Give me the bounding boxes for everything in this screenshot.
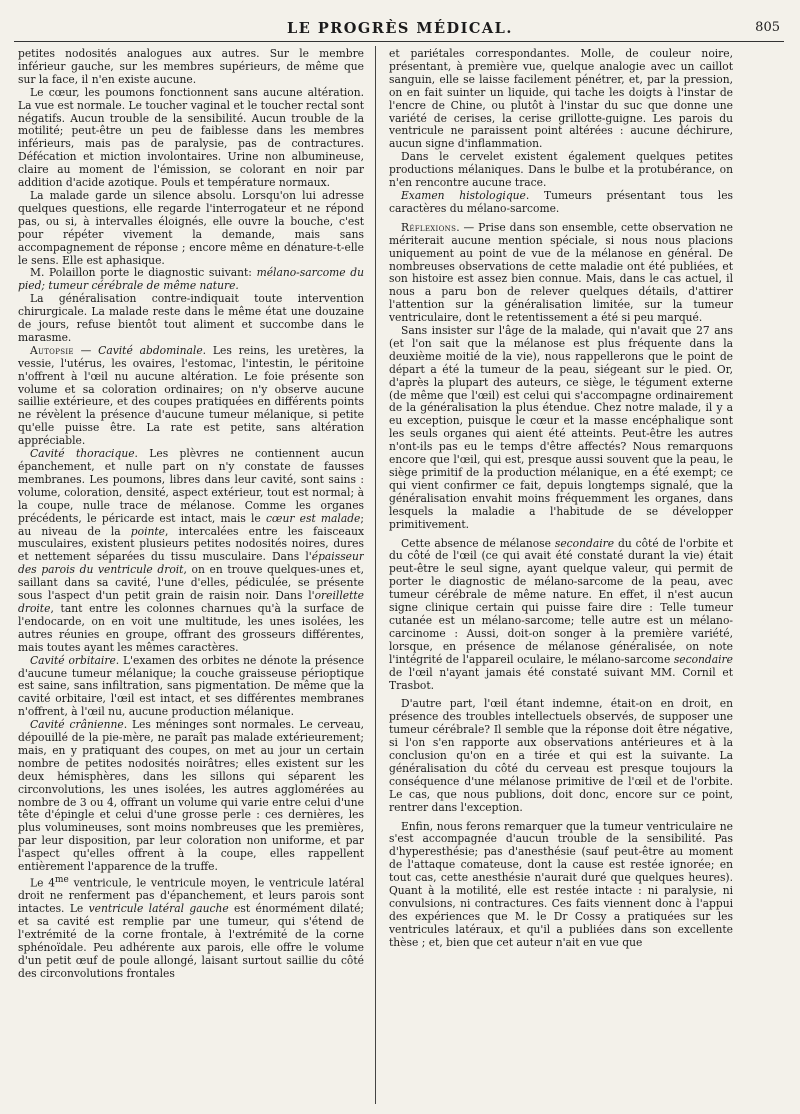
text-run: . Les méninges sont normales. Le cerveau, dépouillé de la pie-mère, ne paraît pas malade extérieurement; mais, en y pratiquant des coupes, on met au jour un certain nombre de petites nodosités noirâtres; elles existent sur les deux hémisphères, dans les sillons qui séparent les circonvolutions, les unes isolées, les autres agglomérées au nombre de 3 ou 4, offrant un volume qui varie entre celui d'une tête d'épingle et celui d'une grosse perle : ces dernières, les plus volumineuses, sont moins nombreuses que les premières, par leur disposition, par leur coloration non uniforme, et par l'aspect qu'elles offrent à la coupe, elles rappellent entièrement l'apparence de la truffe.: [18, 718, 364, 874]
text-run: ventricule, le ventricule moyen, le ventricule latéral droit ne renferment pas d'épanchement, et leurs parois sont intactes. Le: [18, 876, 364, 916]
text-run: . L'examen des orbites ne dénote la présence d'aucune tumeur mélanique; la couche graisseuse périoptique est saine, sans infiltration, sans pigmentation. De même que la cavité orbitaire, l'œil est intact, et ses différentes membranes n'offrent, à l'œil nu, aucune production mélanique.: [18, 653, 364, 719]
autopsy-label: Autopsie: [30, 343, 74, 357]
text-run: Cette absence de mélanose: [401, 536, 555, 550]
running-head: [14, 10, 786, 38]
text-run: Le 4: [30, 876, 56, 890]
paragraph: [18, 874, 364, 981]
column-rule: [375, 46, 376, 1104]
text-run: , tant entre les colonnes charnues qu'à la surface de l'endocarde, on en voit une multitude, les unes isolées, les autres réunies en groupe, offrant des grosseurs différentes, mais toutes ayant les mêmes caractères.: [18, 601, 364, 654]
text-run: . Les reins, les uretères, la vessie, l'utérus, les ovaires, l'estomac, l'intestin, le péritoine n'offrent à l'œil nu aucune altération. Le foie présente son volume et sa coloration ordinaires; on n'y observe aucune saillie extérieure, et des coupes pratiquées en différents points ne révèlent la présence d'aucune tumeur mélanique, si petite qu'elle puisse être. La rate est petite, sans altération appréciable.: [18, 343, 364, 448]
text-run: , on en trouve quelques-unes et, saillant dans sa cavité, l'une d'elles, pédiculée, se présente sous l'aspect d'un petit grain de raisin noir. Dans l': [18, 563, 364, 603]
text-run: . Les plèvres ne contiennent aucun épanchement, et nulle part on n'y constate de fausses membranes. Les poumons, libres dans leur cavité, sont sains : volume, coloration, densité, aspect extérieur, tout est normal; à la coupe, nulle trace de mélanose. Comme les organes précédents, le péricarde est intact, mais le: [18, 447, 364, 525]
text-run: , intercalées entre les faisceaux musculaires, existent plusieurs petites nodosités noires, dures et nettement séparées du tissu musculaire. Dans l': [18, 524, 364, 564]
section-heading: Cavité orbitaire: [30, 653, 116, 667]
paragraph: Le cœur, les poumons fonctionnent sans aucune altération. La vue est normale. Le toucher vaginal et le toucher rectal sont négatifs. Aucun trouble de la sensibilité. Aucun trouble de la motilité; peut-être un peu de faiblesse dans les membres inférieurs, mais pas de paralysie, pas de contractures. Défécation et miction involontaires. Urine non albumineuse, claire au moment de l'émission, se colorant en noir par addition d'acide azotique. Pouls et température normaux.: [18, 85, 364, 190]
reflections-label: Réflexions: [401, 220, 457, 234]
paragraph: Sans insister sur l'âge de la malade, qui n'avait que 27 ans (et l'on sait que la mélanose est plus fréquente dans la deuxième moitié de la vie), nous rappellerons que le point de départ a été la tumeur de la peau, siégeant sur le pied. Or, d'après la plupart des auteurs, ce siège, le tégument externe (de même que l'œil) est celui qui s'accompagne ordinairement de la généralisation la plus étendue. Chez notre malade, il y a eu exception, puisque le cœur et la masse encéphalique sont les seuls organes qui aient été atteints. Peut-être les autres n'ont-ils pas eu le temps d'être affectés? Nous remarquons encore que l'œil, qui est, presque aussi souvent que la peau, le siège primitif de la production mélanique, en a été exempt; ce qui vient confirmer ce fait, depuis longtemps signalé, que la généralisation envahit moins fréquemment les organes, dans lesquels la maladie a l'habitude de se développer primitivement.: [389, 324, 733, 531]
paragraph: et pariétales correspondantes. Molle, de couleur noire, présentant, à première vue, quelque analogie avec un caillot sanguin, elle se laisse facilement pénétrer, et, par la pression, on en fait suinter un liquide, qui tache les doigts à l'instar de l'encre de Chine, ou plutôt à l'instar du suc que donne une variété de cerises, la cerise grillotte-guigne. Les parois du ventricule ne paraissent point altérées : aucune déchirure, aucun signe d'inflammation.: [389, 48, 733, 151]
text-run: de l'œil n'ayant jamais été constaté suivant MM. Cornil et Trasbot.: [389, 665, 733, 692]
paragraph: [18, 345, 364, 448]
paragraph: [18, 655, 364, 720]
italic-run: oreillette droite: [18, 589, 364, 615]
page-number: 805: [755, 20, 780, 35]
section-heading: Cavité abdominale: [98, 343, 203, 357]
paragraph: Dans le cervelet existent également quelques petites productions mélaniques. Dans le bulbe et la protubérance, on n'en rencontre aucune trace.: [389, 150, 733, 190]
italic-run: secondaire: [554, 536, 615, 550]
right-column: [389, 48, 733, 1102]
text-run: du côté de l'orbite et du côté de l'œil (ce qui avait été constaté durant la vie) était peut-être le seul signe, ayant quelque valeur, qui permit de porter le diagnostic de mélano-sarcome de la peau, avec tumeur cérébrale de même nature. En effet, il n'est aucun signe clinique certain qui puisse faire dire : Telle tumeur cutanée est un mélano-sarcome; telle autre est un mélano-carcinome : Aussi, doit-on songer à la première variété, lorsque, en présence de mélanose généralisée, on note l'intégrité de l'appareil oculaire, le mélano-sarcome: [389, 536, 733, 666]
text-run: . — Prise dans son ensemble, cette observation ne mériterait aucune mention spéciale, si nous nous placions uniquement au point de vue de la mélanose en général. De nombreuses observations de cette maladie ont été publiées, et son histoire est assez bien connue. Mais, dans le cas actuel, il nous a paru bon de relever quelques détails, d'attirer l'attention sur la généralisation limitée, sur la tumeur ventriculaire, dont le retentissement a été si peu marqué.: [389, 220, 733, 325]
italic-run: secondaire: [673, 652, 733, 666]
section-heading: Cavité thoracique: [30, 447, 135, 461]
paragraph: [18, 448, 364, 655]
italic-run: ventricule latéral gauche: [88, 902, 229, 916]
paragraph: [389, 222, 733, 325]
text-run: —: [73, 343, 99, 357]
section-heading: Cavité crânienne: [30, 718, 124, 732]
text-run: est énormément dilaté; et sa cavité est remplie par une tumeur, qui s'étend de l'extrémité de la corne frontale, à l'extrémité de la corne sphénoïdale. Peu adhérente aux parois, elle offre le volume d'un petit œuf de poule allongé, laisant surtout saillie du côté des circonvolutions frontales: [18, 902, 364, 980]
left-column: [18, 48, 364, 1102]
paragraph: [18, 719, 364, 874]
section-heading: Examen histologique: [401, 188, 526, 202]
paragraph: Enfin, nous ferons remarquer que la tumeur ventriculaire ne s'est accompagnée d'aucun trouble de la sensibilité. Pas d'hyperesthésie; pas d'anesthésie (sauf peut-être au moment de l'attaque comateuse, dont la cause est restée ignorée; en tout cas, cette anesthésie n'aurait duré que quelques heures). Quant à la motilité, elle est restée intacte : ni paralysie, ni convulsions, ni contractures. Ces faits viennent donc à l'appui des expériences que M. le Dr Cossy a pratiquées sur les ventricules latéraux, et qu'il a publiées dans son excellente thèse ; et, bien que cet auteur n'ait en vue que: [389, 819, 733, 949]
text-run: M. Polaillon porte le diagnostic suivant:: [30, 266, 257, 280]
journal-title: LE PROGRÈS MÉDICAL.: [287, 20, 513, 37]
text-run: . Tumeurs présentant tous les caractères du mélano-sarcome.: [389, 188, 733, 215]
header-rule: [14, 41, 784, 42]
paragraph: petites nodosités analogues aux autres. Sur le membre inférieur gauche, sur les membres supérieurs, de même que sur la face, il n'en existe aucune.: [18, 48, 364, 86]
paragraph: La généralisation contre-indiquait toute intervention chirurgicale. La malade reste dans le même état une douzaine de jours, refuse bientôt tout aliment et succombe dans le marasme.: [18, 292, 364, 344]
paragraph: [18, 267, 364, 293]
diagnosis-italic: mélano-sarcome du pied; tumeur cérébrale de même nature.: [18, 266, 364, 293]
paragraph: La malade garde un silence absolu. Lorsqu'on lui adresse quelques questions, elle regarde l'interrogateur et ne répond pas, ou si, à intervalles éloignés, elle ouvre la bouche, c'est pour répéter vivement la demande, mais sans accompagnement de réponse ; encore même en dénature-t-elle le sens. Elle est aphasique.: [18, 188, 364, 267]
paragraph: D'autre part, l'œil étant indemne, était-on en droit, en présence des troubles intellectuels observés, de supposer une tumeur cérébrale? Il semble que la réponse doit être négative, si l'on s'en rapporte aux observations antérieures et à la conclusion qu'on en a tirée et qui est la suivante. La généralisation du côté du cerveau est presque toujours la conséquence d'une mélanose primitive de l'œil et de l'orbite. Le cas, que nous publions, doit donc, encore sur ce point, rentrer dans l'exception.: [389, 697, 733, 814]
superscript: me: [55, 875, 69, 885]
paragraph: [389, 190, 733, 216]
paragraph: [389, 538, 733, 693]
italic-run: épaisseur des parois du ventricule droit: [18, 550, 364, 577]
italic-run: pointe: [130, 524, 165, 538]
text-run: ; au niveau de la: [18, 511, 364, 538]
italic-run: cœur est malade: [265, 511, 361, 525]
